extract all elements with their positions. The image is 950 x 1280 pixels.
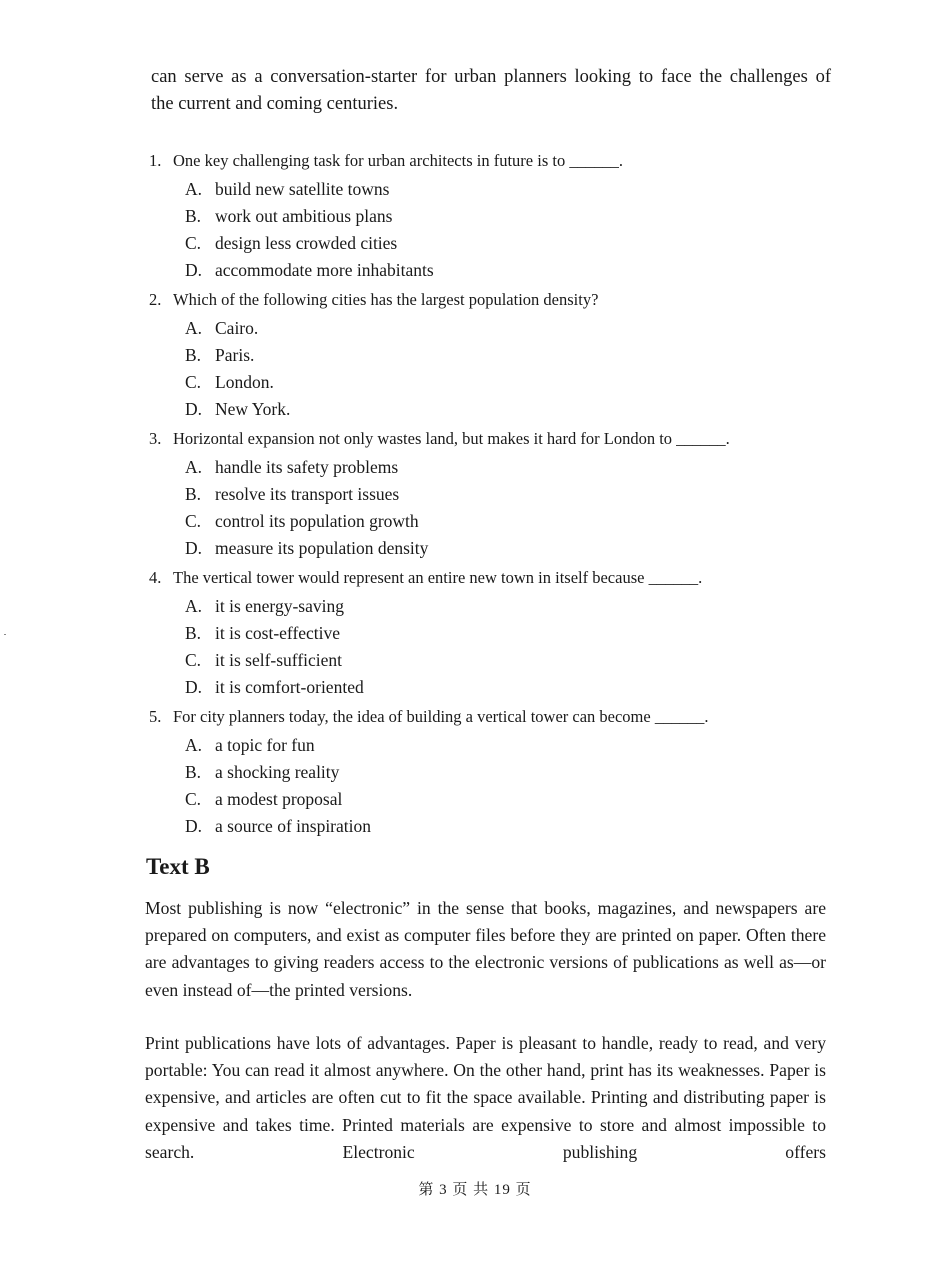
question-stem bbox=[149, 147, 839, 176]
option-text: Paris. bbox=[215, 345, 255, 365]
option-letter: C. bbox=[185, 233, 202, 253]
option-d bbox=[149, 674, 839, 701]
question-number: 2. bbox=[149, 290, 162, 309]
question-stem bbox=[149, 286, 839, 315]
option-text: it is cost-effective bbox=[215, 623, 341, 643]
question-text: Which of the following cities has the largest population density? bbox=[173, 290, 599, 309]
option-b bbox=[149, 342, 839, 369]
option-b bbox=[149, 620, 839, 647]
option-c bbox=[149, 230, 839, 257]
question-1 bbox=[149, 147, 839, 284]
option-c bbox=[149, 508, 839, 535]
option-letter: A. bbox=[185, 318, 203, 338]
question-text: For city planners today, the idea of building a vertical tower can become ______. bbox=[173, 707, 709, 726]
option-a bbox=[149, 732, 839, 759]
question-stem bbox=[149, 703, 839, 732]
intro-line-2: the current and coming centuries. bbox=[151, 94, 399, 114]
option-letter: B. bbox=[185, 345, 202, 365]
option-text: a topic for fun bbox=[215, 735, 315, 755]
question-stem bbox=[149, 425, 839, 454]
option-c bbox=[149, 369, 839, 396]
question-3 bbox=[149, 425, 839, 562]
option-letter: A. bbox=[185, 457, 203, 477]
option-letter: C. bbox=[185, 372, 202, 392]
question-number: 1. bbox=[149, 151, 162, 170]
option-d bbox=[149, 535, 839, 562]
question-stem bbox=[149, 564, 839, 593]
option-letter: C. bbox=[185, 650, 202, 670]
option-text: New York. bbox=[215, 399, 291, 419]
option-a bbox=[149, 315, 839, 342]
option-letter: B. bbox=[185, 484, 202, 504]
question-4 bbox=[149, 564, 839, 701]
option-letter: B. bbox=[185, 762, 202, 782]
option-text: London. bbox=[215, 372, 274, 392]
intro-paragraph bbox=[151, 64, 831, 118]
option-b bbox=[149, 759, 839, 786]
option-letter: D. bbox=[185, 677, 203, 697]
option-text: resolve its transport issues bbox=[215, 484, 400, 504]
question-text: Horizontal expansion not only wastes land, but makes it hard for London to ______. bbox=[173, 429, 730, 448]
option-a bbox=[149, 176, 839, 203]
section-title: Text B bbox=[146, 854, 210, 879]
scan-speck bbox=[4, 634, 6, 635]
option-letter: B. bbox=[185, 206, 202, 226]
option-letter: A. bbox=[185, 596, 203, 616]
option-text: it is comfort-oriented bbox=[215, 677, 364, 697]
option-c bbox=[149, 647, 839, 674]
option-a bbox=[149, 593, 839, 620]
option-letter: D. bbox=[185, 260, 203, 280]
option-text: work out ambitious plans bbox=[215, 206, 393, 226]
option-letter: B. bbox=[185, 623, 202, 643]
option-letter: A. bbox=[185, 179, 203, 199]
option-text: control its population growth bbox=[215, 511, 419, 531]
option-text: design less crowded cities bbox=[215, 233, 398, 253]
question-number: 3. bbox=[149, 429, 162, 448]
question-2 bbox=[149, 286, 839, 423]
option-b bbox=[149, 481, 839, 508]
question-text: The vertical tower would represent an entire new town in itself because ______. bbox=[173, 568, 703, 587]
option-d bbox=[149, 396, 839, 423]
option-text: it is self-sufficient bbox=[215, 650, 343, 670]
text-b-paragraph-2: Print publications have lots of advantages. Paper is pleasant to handle, ready to read, and very portable: You can read it almost anywhere. On the other hand, print has its weaknesses. Paper is expensive, and articles are often cut to fit the space available. Printing and distributing paper is expensive and takes time. Printed materials are expensive to store and almost impossible to search. Electronic publishing offers bbox=[145, 1033, 826, 1162]
option-text: Cairo. bbox=[215, 318, 259, 338]
question-number: 5. bbox=[149, 707, 162, 726]
intro-line-1: can serve as a conversation-starter for urban planners looking to face the challenges of bbox=[151, 67, 831, 87]
option-text: a source of inspiration bbox=[215, 816, 371, 836]
option-b bbox=[149, 203, 839, 230]
option-text: a modest proposal bbox=[215, 789, 343, 809]
option-d bbox=[149, 257, 839, 284]
option-text: a shocking reality bbox=[215, 762, 340, 782]
option-letter: C. bbox=[185, 789, 202, 809]
question-number: 4. bbox=[149, 568, 162, 587]
option-text: measure its population density bbox=[215, 538, 429, 558]
option-a bbox=[149, 454, 839, 481]
page-footer: 第 3 页 共 19 页 bbox=[418, 1182, 532, 1198]
option-d bbox=[149, 813, 839, 840]
option-text: it is energy-saving bbox=[215, 596, 344, 616]
option-text: handle its safety problems bbox=[215, 457, 399, 477]
question-5 bbox=[149, 703, 839, 840]
option-letter: C. bbox=[185, 511, 202, 531]
text-b-paragraph-1: Most publishing is now “electronic” in the sense that books, magazines, and newspapers are prepared on computers, and exist as computer files before they are printed on paper. Often there are advantages to giving readers access to the electronic versions of publications as well as—or even instead of—the printed versions. bbox=[145, 898, 826, 1000]
option-letter: D. bbox=[185, 399, 203, 419]
option-c bbox=[149, 786, 839, 813]
option-letter: D. bbox=[185, 538, 203, 558]
option-text: accommodate more inhabitants bbox=[215, 260, 434, 280]
option-letter: D. bbox=[185, 816, 203, 836]
question-text: One key challenging task for urban architects in future is to ______. bbox=[173, 151, 623, 170]
option-letter: A. bbox=[185, 735, 203, 755]
option-text: build new satellite towns bbox=[215, 179, 390, 199]
